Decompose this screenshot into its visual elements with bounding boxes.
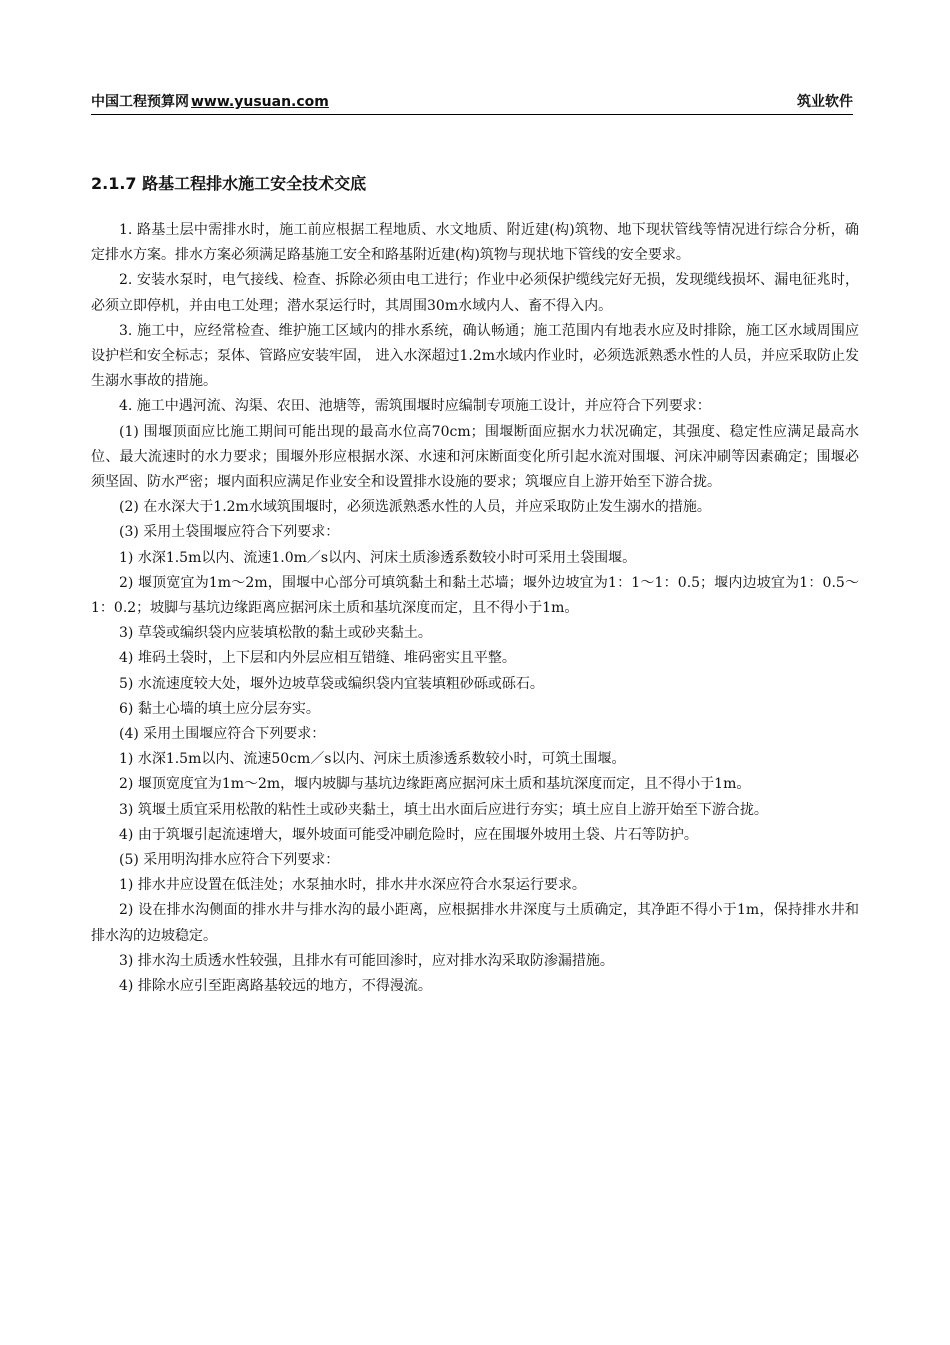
paragraph: 4. 施工中遇河流、沟渠、农田、池塘等，需筑围堰时应编制专项施工设计，并应符合下列要求：	[119, 398, 711, 415]
paragraph: (1) 围堰顶面应比施工期间可能出现的最高水位高70cm；围堰断面应据水力状况确定，其强度、稳定性应满足最高水位、最大流速时的水力要求；围堰外形应根据水深、水速和河床断面变化所引起水流对围堰、河床冲刷等因素确定；围堰必须坚固、防水严密；堰内面积应满足作业安全和设置排水设施的要求；筑堰应自上游开始至下游合拢。	[91, 423, 859, 491]
section-title: 2.1.7 路基工程排水施工安全技术交底	[91, 174, 367, 193]
paragraph: 5) 水流速度较大处，堰外边坡草袋或编织袋内宜装填粗砂砾或砾石。	[119, 675, 544, 692]
header-left	[91, 92, 329, 112]
paragraph: 2) 堰顶宽宜为1m～2m，围堰中心部分可填筑黏土和黏土芯墙；堰外边坡宜为1：1～1：0.5；堰内边坡宜为1：0.5～1：0.2；坡脚与基坑边缘距离应据河床土质和基坑深度而定，且不得小于1m。	[91, 574, 859, 617]
paragraph: 1. 路基土层中需排水时，施工前应根据工程地质、水文地质、附近建(构)筑物、地下现状管线等情况进行综合分析，确定排水方案。排水方案必须满足路基施工安全和路基附近建(构)筑物与现状地下管线的安全要求。	[91, 222, 859, 264]
paragraph: (3) 采用土袋围堰应符合下列要求：	[119, 524, 340, 541]
site-url-link[interactable]: www.yusuan.com	[191, 94, 329, 110]
paragraph: 3) 筑堰土质宜采用松散的粘性土或砂夹黏土，填土出水面后应进行夯实；填土应自上游开始至下游合拢。	[119, 801, 768, 818]
document-body	[91, 218, 859, 999]
paragraph: 2. 安装水泵时，电气接线、检查、拆除必须由电工进行；作业中必须保护缆线完好无损，发现缆线损坏、漏电征兆时，必须立即停机，并由电工处理；潜水泵运行时，其周围30m水域内人、畜不得入内。	[91, 272, 859, 314]
site-name: 中国工程预算网	[91, 94, 189, 110]
paragraph: 4) 堆码土袋时，上下层和内外层应相互错缝、堆码密实且平整。	[119, 650, 516, 667]
paragraph: 1) 水深1.5m以内、流速50cm／s以内、河床土质渗透系数较小时，可筑土围堰。	[119, 751, 626, 768]
paragraph: 1) 水深1.5m以内、流速1.0m／s以内、河床土质渗透系数较小时可采用土袋围堰。	[119, 549, 637, 566]
paragraph: (5) 采用明沟排水应符合下列要求：	[119, 852, 340, 869]
paragraph: 4) 由于筑堰引起流速增大，堰外坡面可能受冲刷危险时，应在围堰外坡用土袋、片石等防护。	[119, 826, 698, 843]
paragraph: 3) 草袋或编织袋内应装填松散的黏土或砂夹黏土。	[119, 625, 432, 642]
paragraph: 6) 黏土心墙的填土应分层夯实。	[119, 700, 320, 717]
paragraph: (4) 采用土围堰应符合下列要求：	[119, 726, 326, 743]
company-name: 筑业软件	[797, 94, 853, 110]
paragraph: 2) 堰顶宽度宜为1m～2m，堰内坡脚与基坑边缘距离应据河床土质和基坑深度而定，且不得小于1m。	[119, 776, 751, 793]
paragraph: 4) 排除水应引至距离路基较远的地方，不得漫流。	[119, 978, 432, 995]
paragraph: (2) 在水深大于1.2m水域筑围堰时，必须选派熟悉水性的人员，并应采取防止发生溺水的措施。	[119, 499, 711, 516]
paragraph: 3. 施工中，应经常检查、维护施工区域内的排水系统，确认畅通；施工范围内有地表水应及时排除，施工区水域周围应设护栏和安全标志；泵体、管路应安装牢固， 进入水深超过1.2m水域内作业时，必须选派熟悉水性的人员，并应采取防止发生溺水事故的措施。	[91, 322, 859, 390]
page-header	[91, 92, 853, 115]
paragraph: 1) 排水井应设置在低洼处；水泵抽水时，排水井水深应符合水泵运行要求。	[119, 877, 586, 894]
paragraph: 3) 排水沟土质透水性较强，且排水有可能回渗时，应对排水沟采取防渗漏措施。	[119, 952, 614, 969]
paragraph: 2) 设在排水沟侧面的排水井与排水沟的最小距离，应根据排水井深度与土质确定，其净距不得小于1m，保持排水井和排水沟的边坡稳定。	[91, 902, 859, 944]
